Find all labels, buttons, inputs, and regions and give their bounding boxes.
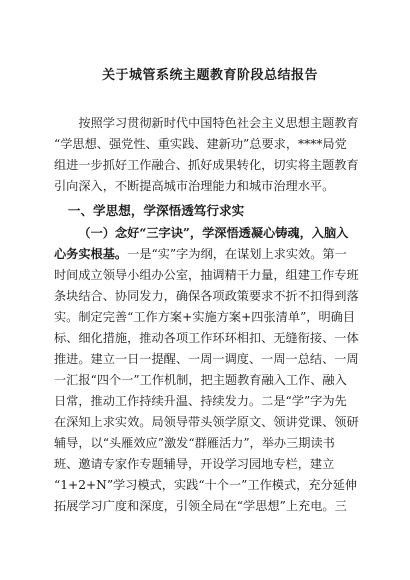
sub-heading: （一）念好“三字诀”，学深悟透凝心铸魂，入脑入 bbox=[78, 226, 349, 240]
body-line: “1+2+N”学习模式，实践“十个一”工作模式，充分延伸 bbox=[54, 478, 358, 492]
intro-line: 引向深入，不断提高城市治理能力和城市治理水平。 bbox=[54, 179, 335, 193]
body-line: 在深知上求实效。局领导带头领学原文、领讲党课、领研 bbox=[54, 415, 359, 429]
body-line: 实。制定完善“工作方案+实施方案+四张清单”，明确目 bbox=[54, 310, 356, 324]
body-line: 拓展学习广度和深度，引领全局在“学思想”上充电。三 bbox=[54, 499, 347, 513]
body-line bbox=[54, 244, 366, 265]
body-line: 条块结合、协同发力，确保各项政策要求不折不扣得到落 bbox=[54, 289, 359, 303]
body-line: 日常，推动工作持续升温、持续发力。二是“学”字为先 bbox=[54, 394, 347, 408]
body-line: 时间成立领导小组办公室，抽调精干力量，组建工作专班 bbox=[54, 268, 359, 282]
body-line: 推进。建立一日一提醒、一周一调度、一周一总结、一周 bbox=[54, 352, 359, 366]
intro-line: “学思想、强党性、重实践、建新功”总要求，****局党 bbox=[54, 137, 347, 151]
body-line: 班、邀请专家作专题辅导，开设学习园地专栏，建立 bbox=[54, 457, 335, 471]
body-text: 一是“实”字为纲，在谋划上求实效。第一 bbox=[127, 247, 347, 261]
intro-line: 组进一步抓好工作融合、抓好成果转化，切实将主题教育 bbox=[54, 158, 359, 172]
section-heading: 一、学思想，学深悟透笃行求实 bbox=[67, 203, 245, 218]
section-body bbox=[54, 223, 366, 517]
intro-line: 按照学习贯彻新时代中国特色社会主义思想主题教育 bbox=[78, 116, 359, 130]
sub-heading-cont: 心务实根基。 bbox=[54, 247, 128, 261]
intro-paragraph bbox=[54, 113, 366, 197]
body-line: 一汇报“四个一”工作机制，把主题教育融入工作、融入 bbox=[54, 373, 347, 387]
sub-heading-line bbox=[54, 223, 366, 244]
body-line: 辅导，以“头雁效应”激发“群雁活力”，举办三期读书 bbox=[54, 436, 335, 450]
body-line: 标、细化措施，推动各项工作环环相扣、无缝衔接、一体 bbox=[54, 331, 359, 345]
document-title: 关于城管系统主题教育阶段总结报告 bbox=[101, 68, 318, 83]
